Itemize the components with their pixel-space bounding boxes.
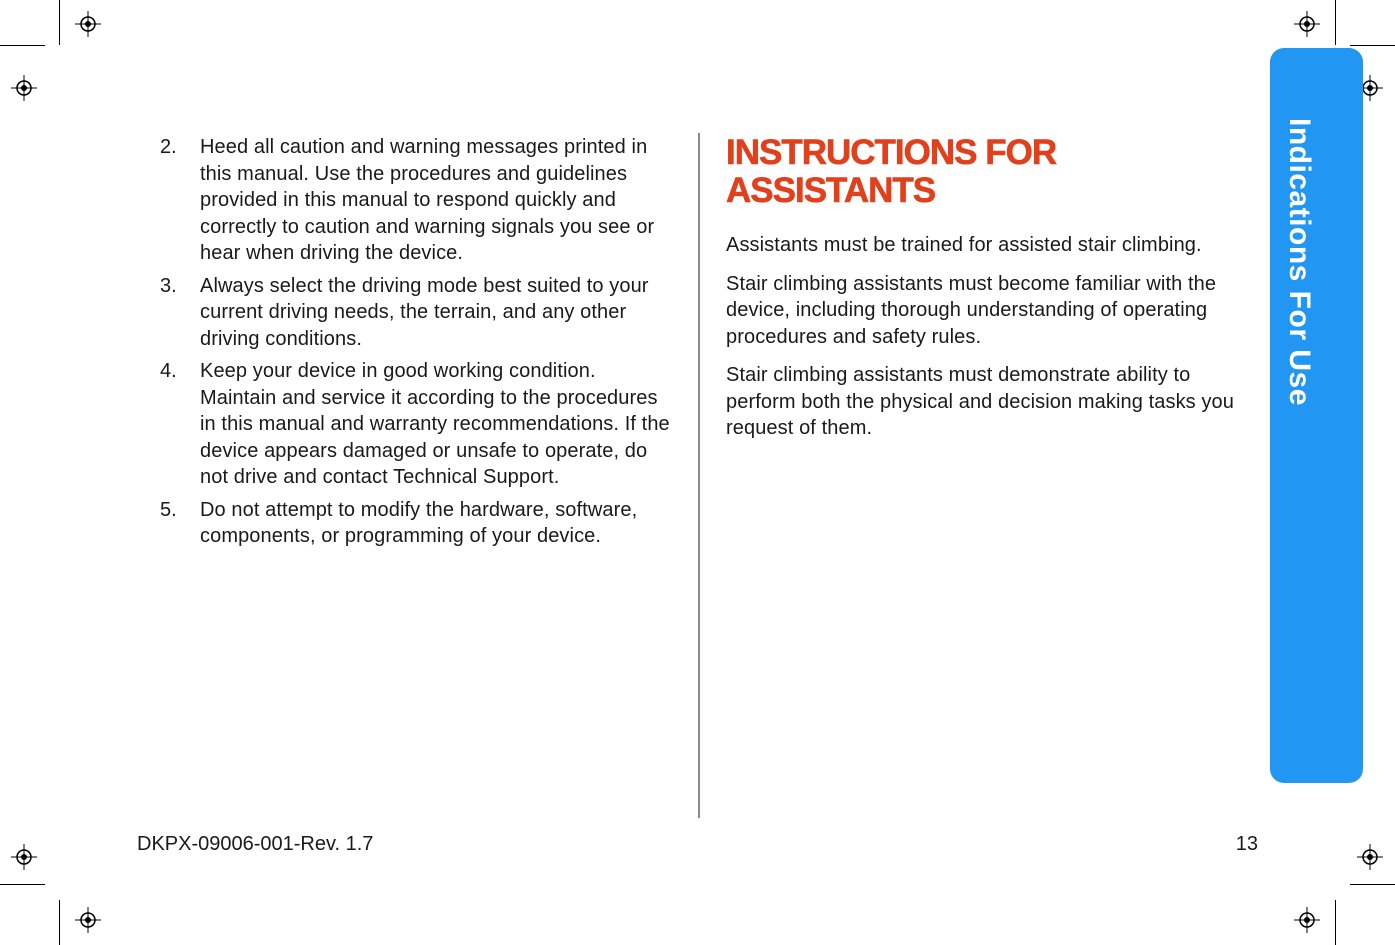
list-item-text: Do not attempt to modify the hardware, software, components, or programming of your device. xyxy=(200,498,638,547)
left-column xyxy=(160,134,670,556)
section-title: INSTRUCTIONS FOR ASSISTANTS xyxy=(726,133,1057,210)
document-id: DKPX-09006-001-Rev. 1.7 xyxy=(137,833,374,855)
page-number: 13 xyxy=(1235,833,1258,855)
list-item-text: Keep your device in good working condition. Maintain and service it according to the procedures in this manual and warranty recommendations. If the device appears damaged or unsafe to operate, do not drive and contact Technical Support. xyxy=(200,360,670,488)
paragraph: Stair climbing assistants must demonstrate ability to perform both the physical and decision making tasks you request of them. xyxy=(726,364,1234,439)
paragraph: Stair climbing assistants must become familiar with the device, including thorough understanding of operating procedures and safety rules. xyxy=(726,272,1217,348)
list-item-number: 3. xyxy=(160,274,177,297)
right-column xyxy=(726,134,1251,454)
registration-mark-icon xyxy=(1294,11,1320,37)
list-item-number: 4. xyxy=(160,360,177,382)
list-item xyxy=(160,134,670,267)
registration-mark-icon xyxy=(11,75,37,101)
list-item-number: 5. xyxy=(160,498,177,521)
crop-mark xyxy=(59,900,60,945)
registration-mark-icon xyxy=(11,844,37,870)
crop-mark xyxy=(1335,900,1336,945)
crop-mark xyxy=(1350,884,1395,885)
registration-mark-icon xyxy=(1357,844,1383,870)
crop-mark xyxy=(1335,0,1336,45)
crop-mark xyxy=(59,0,60,45)
registration-mark-icon xyxy=(75,907,101,933)
crop-mark xyxy=(1350,45,1395,46)
list-item-number: 2. xyxy=(160,136,177,158)
paragraph: Assistants must be trained for assisted stair climbing. xyxy=(726,234,1202,256)
list-item xyxy=(160,273,670,353)
side-tab-label: Indications For Use xyxy=(1283,118,1316,406)
list-item-text: Heed all caution and warning messages printed in this manual. Use the procedures and guidelines provided in this manual to respond quickly and correctly to caution and warning signals you see or hear when driving the device. xyxy=(200,136,655,264)
numbered-list xyxy=(160,134,670,550)
crop-mark xyxy=(0,884,45,885)
column-divider xyxy=(698,133,700,818)
list-item xyxy=(160,358,670,491)
list-item-text: Always select the driving mode best suited to your current driving needs, the terrain, and any other driving conditions. xyxy=(200,274,649,350)
registration-mark-icon xyxy=(75,11,101,37)
list-item xyxy=(160,497,670,550)
crop-mark xyxy=(0,45,45,46)
registration-mark-icon xyxy=(1294,907,1320,933)
